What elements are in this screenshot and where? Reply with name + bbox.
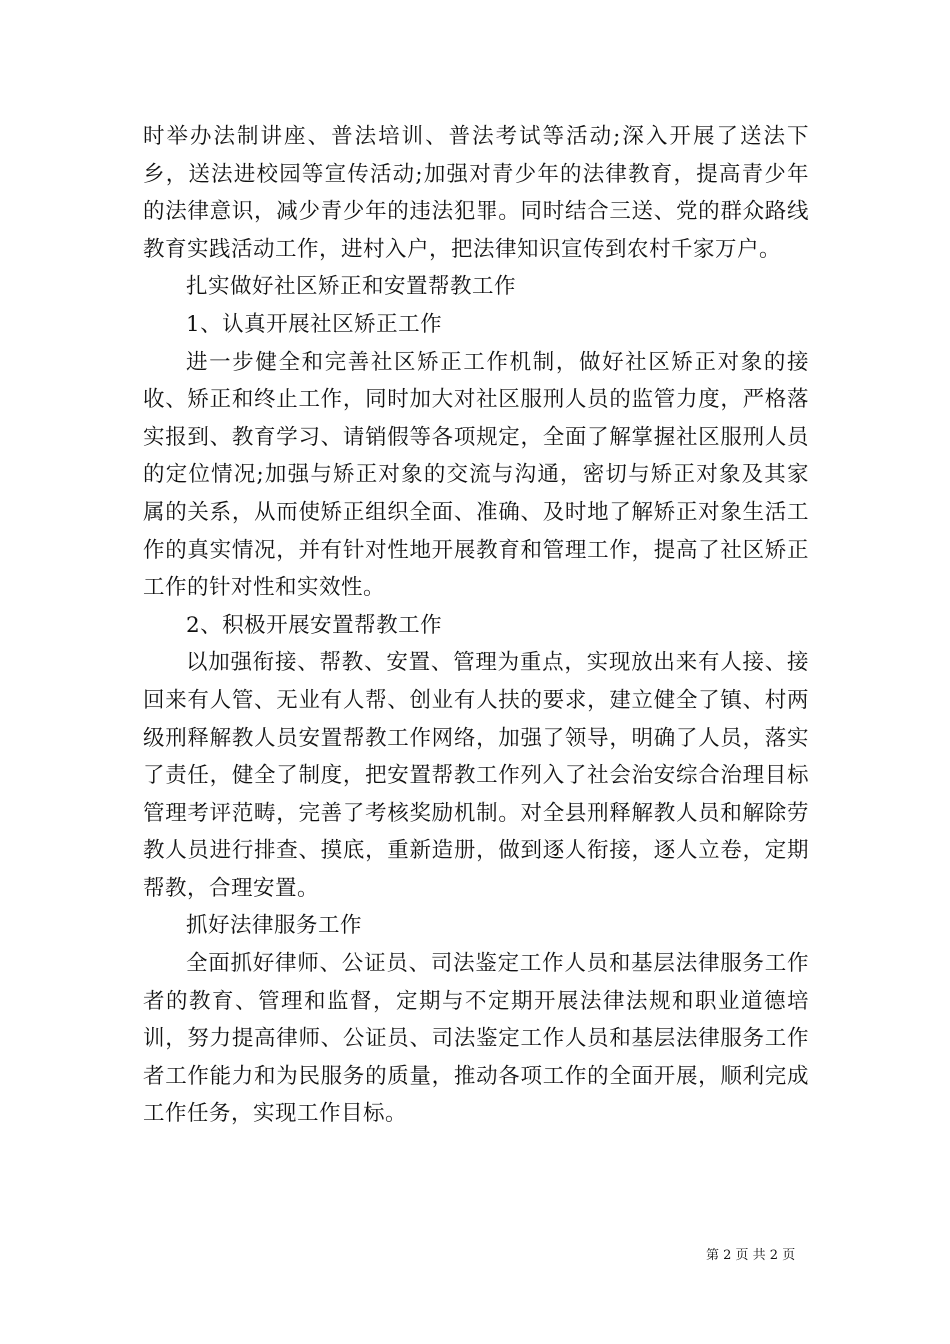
paragraph: 时举办法制讲座、普法培训、普法考试等活动;深入开展了送法下乡，送法进校园等宣传活动;加强对青少年的法律教育，提高青少年的法律意识，减少青少年的违法犯罪。同时结合三送、党的群众路线教育实践活动工作，进村入户，把法律知识宣传到农村千家万户。 — [143, 124, 809, 262]
subsection-heading: 2、积极开展安置帮教工作 — [186, 612, 443, 638]
page-number: 第 2 页 共 2 页 — [706, 1248, 796, 1263]
paragraph: 进一步健全和完善社区矫正工作机制，做好社区矫正对象的接收、矫正和终止工作，同时加大对社区服刑人员的监管力度，严格落实报到、教育学习、请销假等各项规定，全面了解掌握社区服刑人员的定位情况;加强与矫正对象的交流与沟通，密切与矫正对象及其家属的关系，从而使矫正组织全面、准确、及时地了解矫正对象生活工作的真实情况，并有针对性地开展教育和管理工作，提高了社区矫正工作的针对性和实效性。 — [143, 349, 809, 601]
section-heading: 扎实做好社区矫正和安置帮教工作 — [186, 274, 517, 300]
paragraph: 全面抓好律师、公证员、司法鉴定工作人员和基层法律服务工作者的教育、管理和监督，定期与不定期开展法律法规和职业道德培训，努力提高律师、公证员、司法鉴定工作人员和基层法律服务工作者工作能力和为民服务的质量，推动各项工作的全面开展，顺利完成工作任务，实现工作目标。 — [143, 951, 809, 1127]
subsection-heading: 1、认真开展社区矫正工作 — [186, 311, 443, 337]
document-body — [143, 118, 809, 1133]
paragraph: 以加强衔接、帮教、安置、管理为重点，实现放出来有人接、接回来有人管、无业有人帮、创业有人扶的要求，建立健全了镇、村两级刑释解教人员安置帮教工作网络，加强了领导，明确了人员，落实了责任，健全了制度，把安置帮教工作列入了社会治安综合治理目标管理考评范畴，完善了考核奖励机制。对全县刑释解教人员和解除劳教人员进行排查、摸底，重新造册，做到逐人衔接，逐人立卷，定期帮教，合理安置。 — [143, 650, 809, 901]
section-heading: 抓好法律服务工作 — [186, 913, 363, 939]
